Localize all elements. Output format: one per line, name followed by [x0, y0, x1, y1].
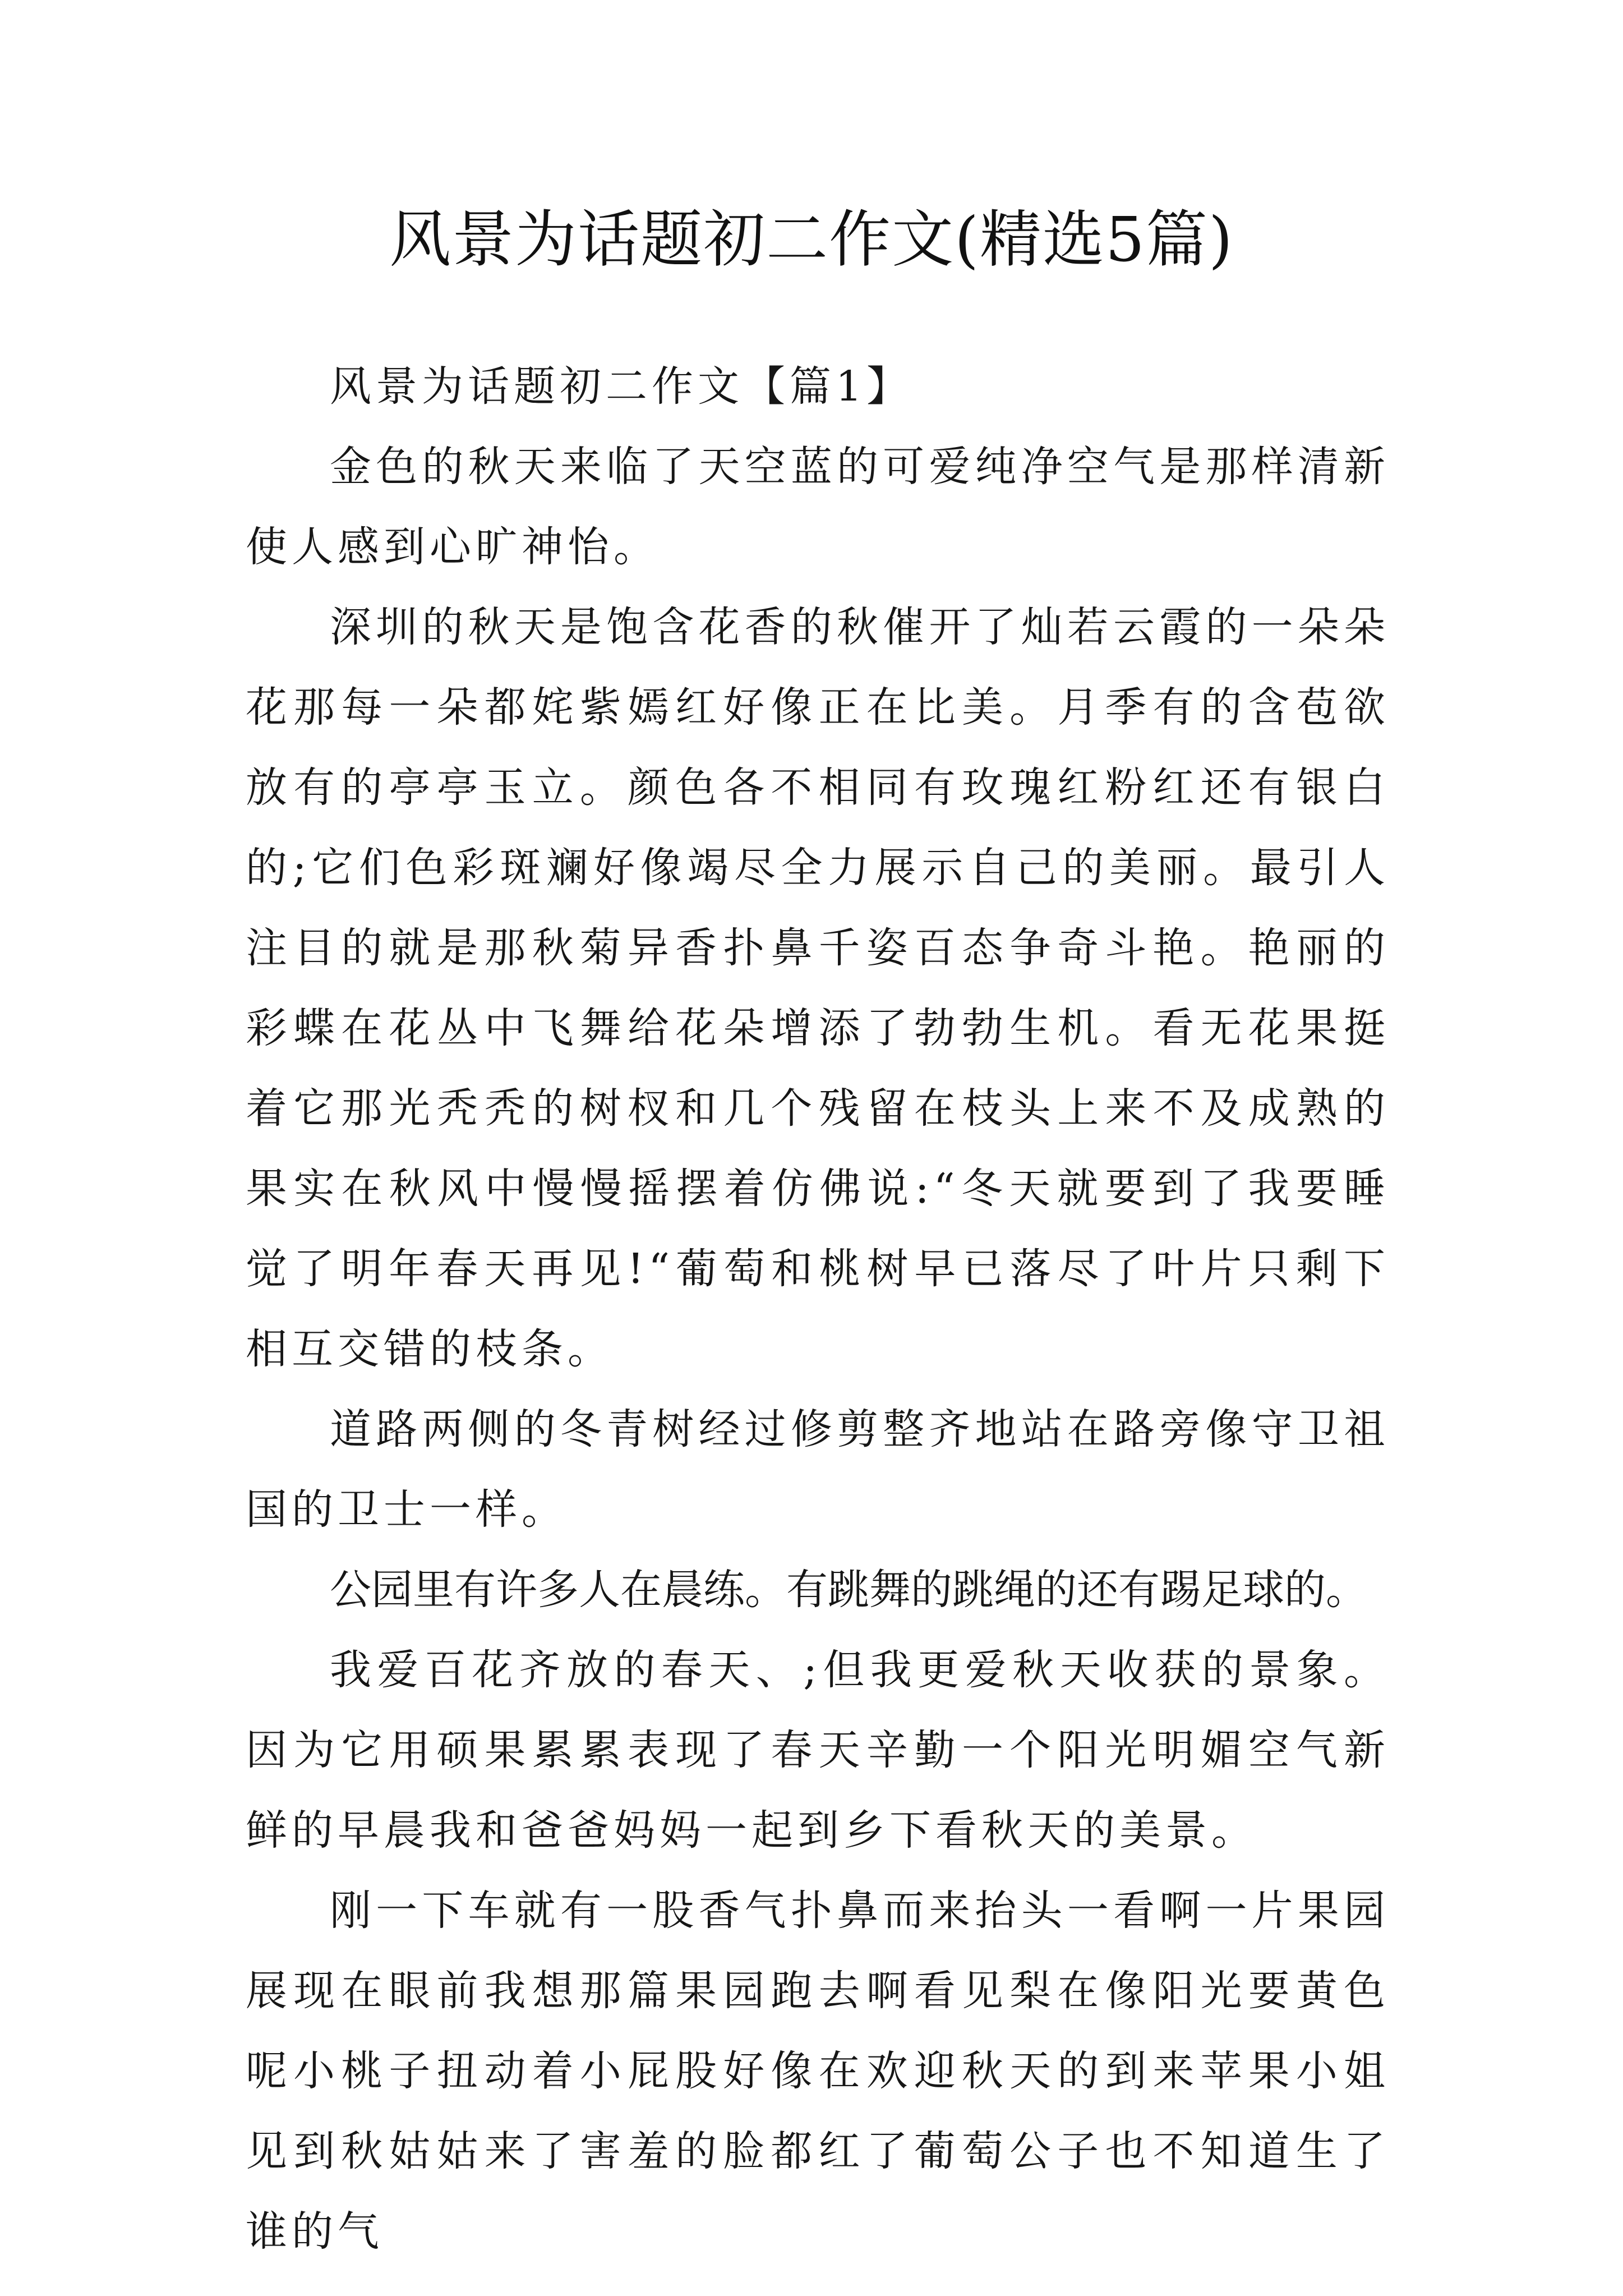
document-title: 风景为话题初二作文(精选5篇)	[389, 204, 1234, 275]
body-paragraph: 我爱百花齐放的春天、;但我更爱秋天收获的景象。因为它用硕果累累表现了春天辛勤一个阳光明媚空气新鲜的早晨我和爸爸妈妈一起到乡下看秋天的美景。	[246, 1646, 1390, 1855]
body-paragraph: 道路两侧的冬青树经过修剪整齐地站在路旁像守卫祖国的卫士一样。	[246, 1405, 1390, 1534]
section-heading: 风景为话题初二作文【篇1】	[330, 362, 913, 411]
body-paragraph: 深圳的秋天是饱含花香的秋催开了灿若云霞的一朵朵花那每一朵都姹紫嫣红好像正在比美。月季有的含苞欲放有的亭亭玉立。颜色各不相同有玫瑰红粉红还有银白的;它们色彩斑斓好像竭尽全力展示自己的美丽。最引人注目的就是那秋菊异香扑鼻千姿百态争奇斗艳。艳丽的彩蝶在花丛中飞舞给花朵增添了勃勃生机。看无花果挺着它那光秃秃的树杈和几个残留在枝头上来不及成熟的果实在秋风中慢慢摇摆着仿佛说:“冬天就要到了我要睡觉了明年春天再见!“葡萄和桃树早已落尽了叶片只剩下相互交错的枝条。	[246, 603, 1390, 1373]
body-paragraph: 公园里有许多人在晨练。有跳舞的跳绳的还有踢足球的。	[330, 1566, 1367, 1614]
body-paragraph: 金色的秋天来临了天空蓝的可爱纯净空气是那样清新使人感到心旷神怡。	[246, 443, 1390, 571]
body-paragraph: 刚一下车就有一股香气扑鼻而来抬头一看啊一片果园展现在眼前我想那篇果园跑去啊看见梨在像阳光要黄色呢小桃子扭动着小屁股好像在欢迎秋天的到来苹果小姐见到秋姑姑来了害羞的脸都红了葡萄公子也不知道生了谁的气	[246, 1887, 1390, 2256]
document-body	[246, 347, 1390, 2272]
